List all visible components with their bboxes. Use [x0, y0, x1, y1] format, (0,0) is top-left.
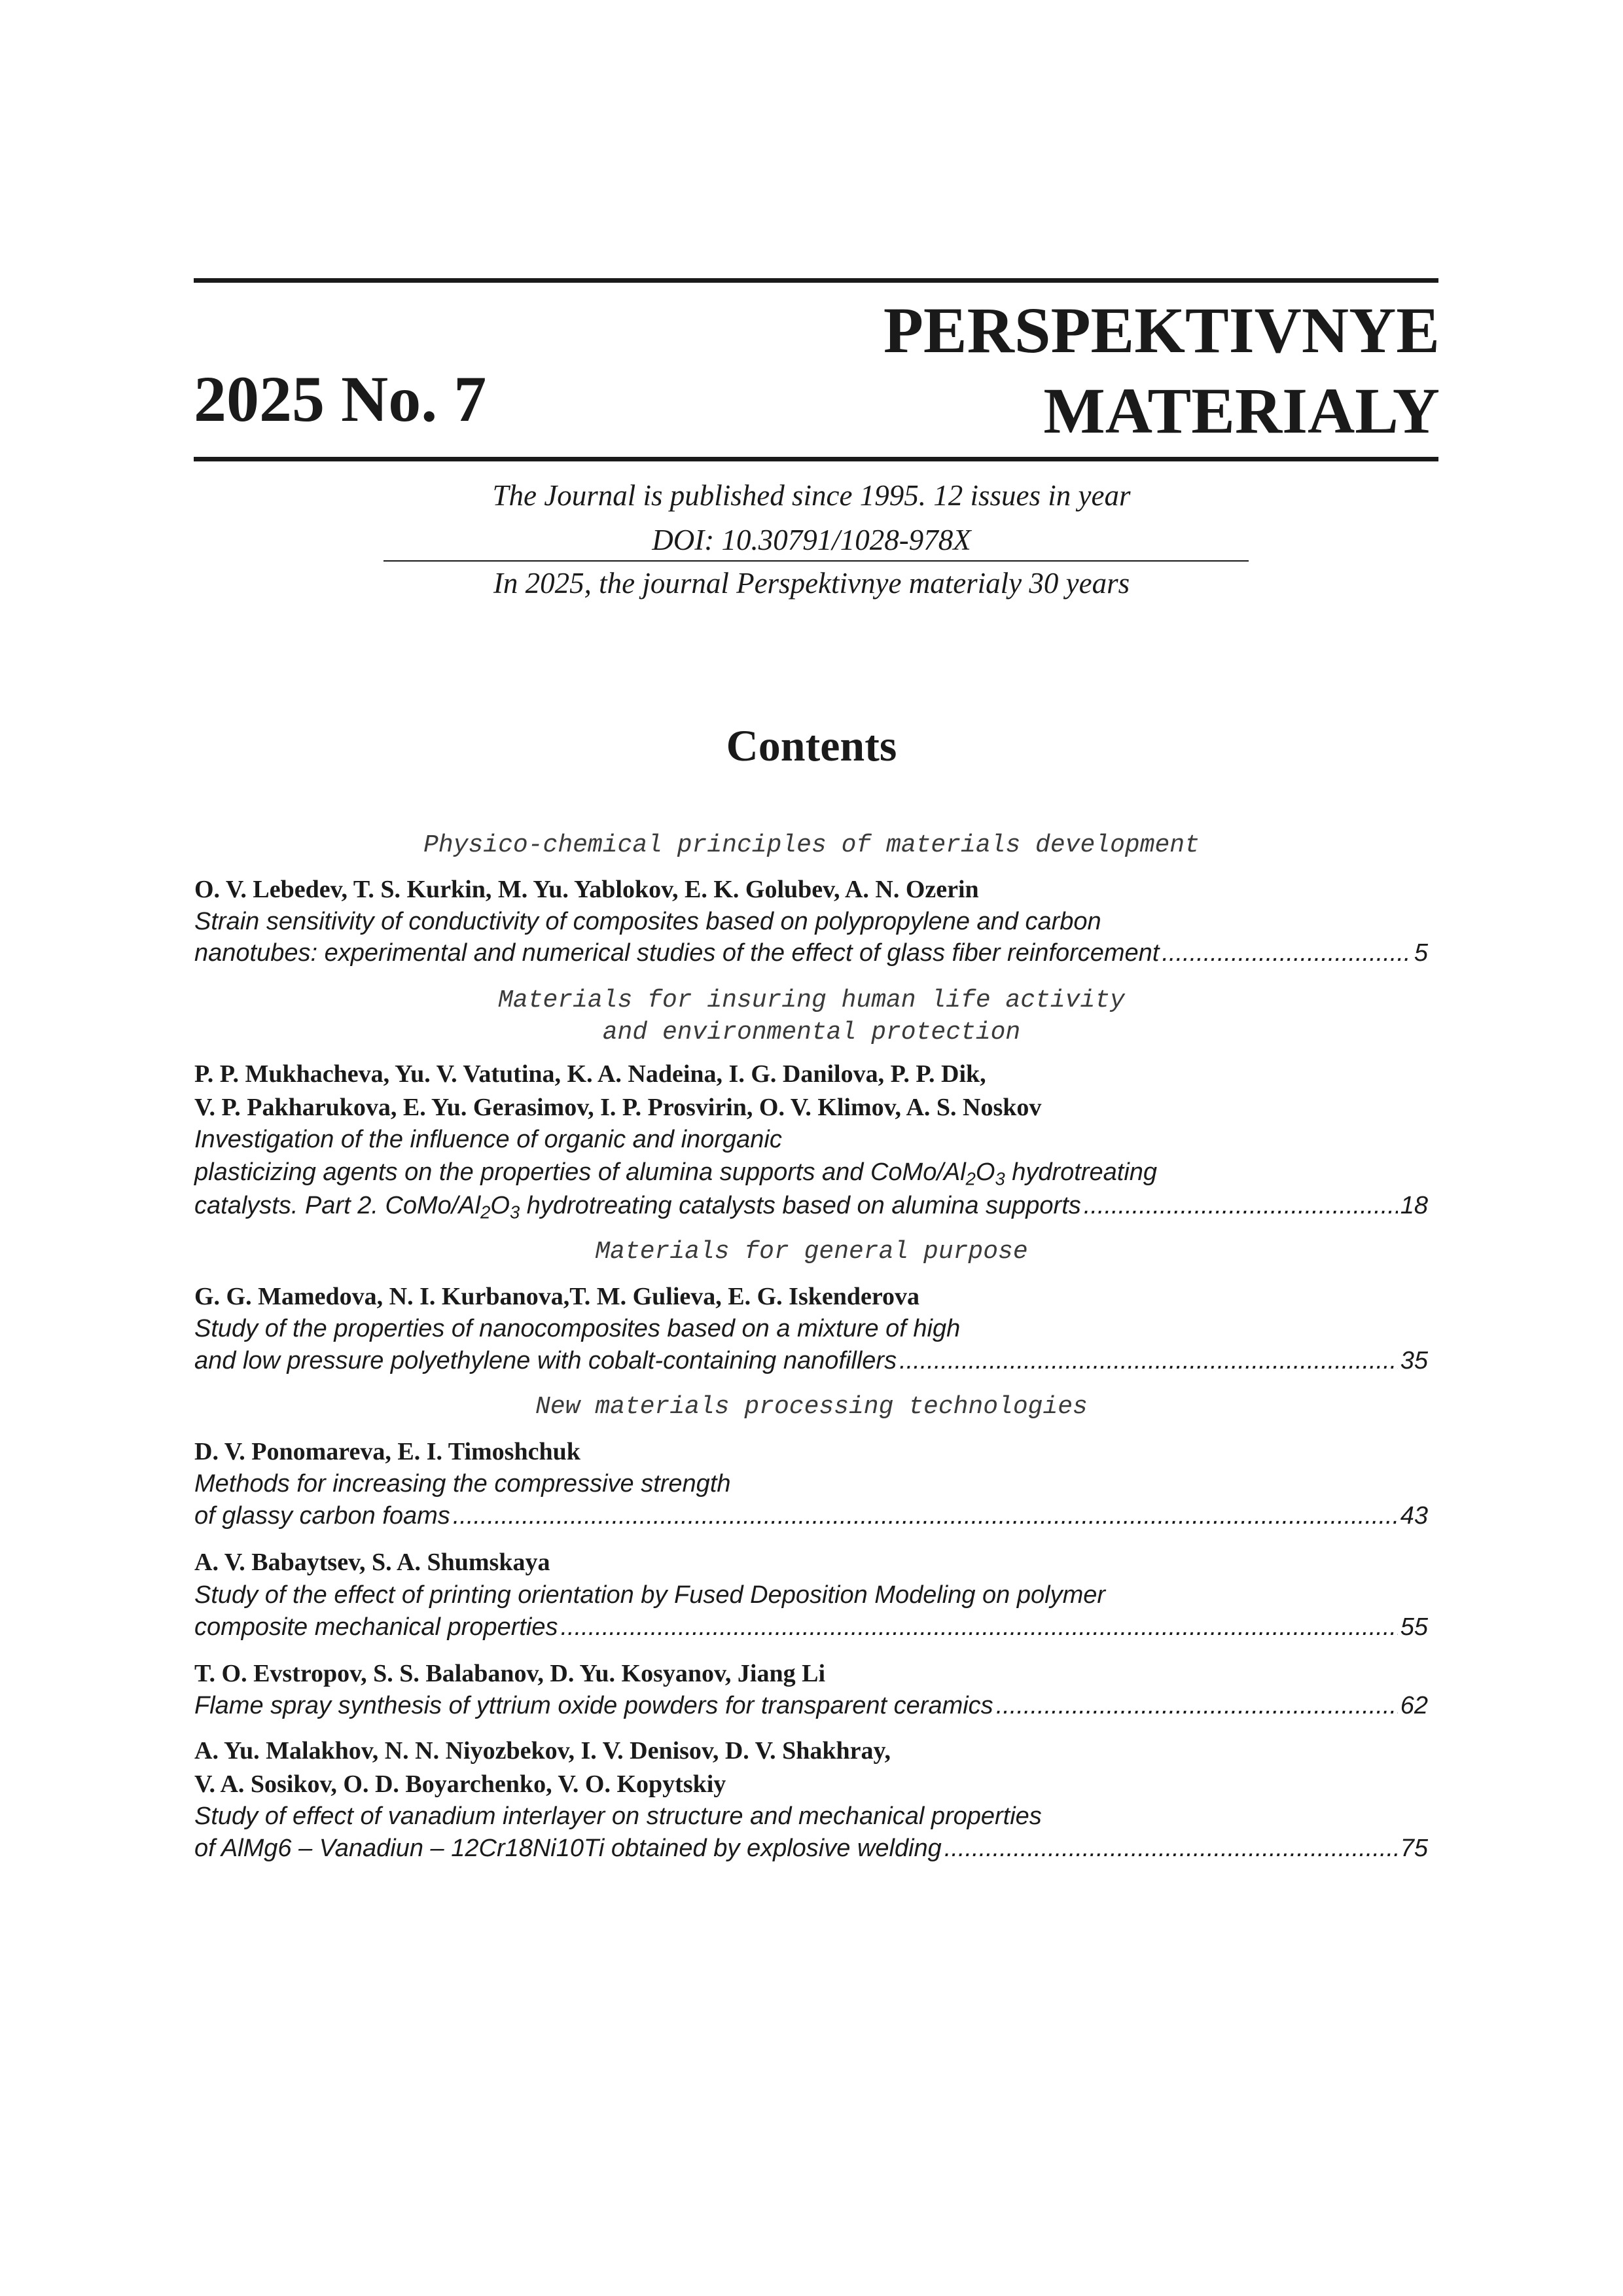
doi-rule	[383, 560, 1249, 562]
article-title: Strain sensitivity of conductivity of composites based on polypropylene and carbon	[194, 908, 1101, 935]
article-title	[194, 1158, 1158, 1189]
article-title: of glassy carbon foams	[194, 1502, 450, 1530]
dot-leader	[944, 1836, 1398, 1861]
article-title-part: O	[975, 1158, 995, 1186]
article-title-part: hydrotreating	[1005, 1158, 1158, 1186]
toc-entry	[194, 1503, 1428, 1528]
article-title: Investigation of the influence of organic and inorganic	[194, 1126, 782, 1153]
toc-entry	[194, 1836, 1428, 1861]
dot-leader	[996, 1693, 1398, 1718]
article-title-part: plasticizing agents on the properties of alumina supports and CoMo/Al	[194, 1158, 966, 1186]
page-number: 55	[1400, 1613, 1428, 1641]
published-since: The Journal is published since 1995. 12 issues in year	[492, 479, 1131, 512]
article-title: Flame spray synthesis of yttrium oxide powders for transparent ceramics	[194, 1692, 993, 1719]
toc-entry	[194, 1348, 1428, 1373]
toc-entry	[194, 941, 1428, 965]
article-authors: V. P. Pakharukova, E. Yu. Gerasimov, I. P. Prosvirin, O. V. Klimov, A. S. Noskov	[194, 1094, 1042, 1121]
article-title: Methods for increasing the compressive strength	[194, 1470, 731, 1498]
article-authors: T. O. Evstropov, S. S. Balabanov, D. Yu. Kosyanov, Jiang Li	[194, 1660, 826, 1687]
subscript: 2	[480, 1202, 491, 1223]
header-bottom-rule	[194, 457, 1438, 461]
article-title: Study of the properties of nanocomposites based on a mixture of high	[194, 1315, 961, 1342]
page-number: 43	[1400, 1502, 1428, 1530]
article-title: composite mechanical properties	[194, 1613, 558, 1641]
article-authors: G. G. Mamedova, N. I. Kurbanova,T. M. Gulieva, E. G. Iskenderova	[194, 1283, 920, 1310]
anniversary-note: In 2025, the journal Perspektivnye materialy 30 years	[493, 567, 1130, 600]
top-rule	[194, 278, 1438, 283]
subscript: 3	[509, 1202, 520, 1223]
article-title: Study of effect of vanadium interlayer on structure and mechanical properties	[194, 1803, 1042, 1830]
section-heading: Materials for insuring human life activity	[498, 986, 1125, 1014]
article-title: Study of the effect of printing orientation by Fused Deposition Modeling on polymer	[194, 1581, 1106, 1609]
dot-leader	[561, 1615, 1398, 1640]
article-title-part: hydrotreating catalysts based on alumina supports	[520, 1192, 1081, 1219]
doi: DOI: 10.30791/1028-978X	[652, 524, 971, 556]
section-heading: Physico-chemical principles of materials development	[423, 831, 1200, 859]
page-number: 5	[1414, 939, 1428, 967]
page-number: 18	[1400, 1192, 1428, 1219]
article-authors: O. V. Lebedev, T. S. Kurkin, M. Yu. Yablokov, E. K. Golubev, A. N. Ozerin	[194, 876, 979, 903]
contents-title: Contents	[726, 721, 897, 770]
article-authors: P. P. Mukhacheva, Yu. V. Vatutina, K. A. Nadeina, I. G. Danilova, P. P. Dik,	[194, 1060, 986, 1088]
article-authors: V. A. Sosikov, O. D. Boyarchenko, V. O. Kopytskiy	[194, 1770, 726, 1798]
toc-entry	[194, 1615, 1428, 1640]
toc-entry	[194, 1693, 1428, 1718]
article-title-part: catalysts. Part 2. CoMo/Al	[194, 1192, 481, 1219]
dot-leader	[1162, 941, 1411, 965]
toc-entry	[194, 1192, 1428, 1223]
issue-number: 2025 No. 7	[194, 363, 487, 435]
article-authors: A. Yu. Malakhov, N. N. Niyozbekov, I. V. Denisov, D. V. Shakhray,	[194, 1737, 891, 1765]
dot-leader	[899, 1348, 1398, 1373]
page-number: 62	[1400, 1692, 1428, 1719]
section-heading: New materials processing technologies	[535, 1393, 1088, 1421]
page-number: 75	[1400, 1835, 1428, 1862]
article-title	[194, 1192, 1081, 1223]
subscript: 2	[965, 1168, 976, 1189]
article-title: and low pressure polyethylene with cobalt-containing nanofillers	[194, 1347, 897, 1374]
dot-leader	[453, 1503, 1398, 1528]
journal-title-line1: PERSPEKTIVNYE	[883, 294, 1440, 367]
article-authors: D. V. Ponomareva, E. I. Timoshchuk	[194, 1438, 580, 1465]
section-heading: and environmental protection	[602, 1018, 1021, 1047]
article-title-part: O	[490, 1192, 510, 1219]
article-title: of AlMg6 – Vanadiun – 12Cr18Ni10Ti obtained by explosive welding	[194, 1835, 942, 1862]
article-authors: A. V. Babaytsev, S. A. Shumskaya	[194, 1549, 550, 1576]
article-title: nanotubes: experimental and numerical studies of the effect of glass fiber reinforcement	[194, 939, 1160, 967]
subscript: 3	[995, 1168, 1005, 1189]
page-number: 35	[1400, 1347, 1428, 1374]
dot-leader	[1084, 1193, 1398, 1218]
section-heading: Materials for general purpose	[595, 1238, 1028, 1266]
journal-title-line2: MATERIALY	[1043, 374, 1440, 447]
